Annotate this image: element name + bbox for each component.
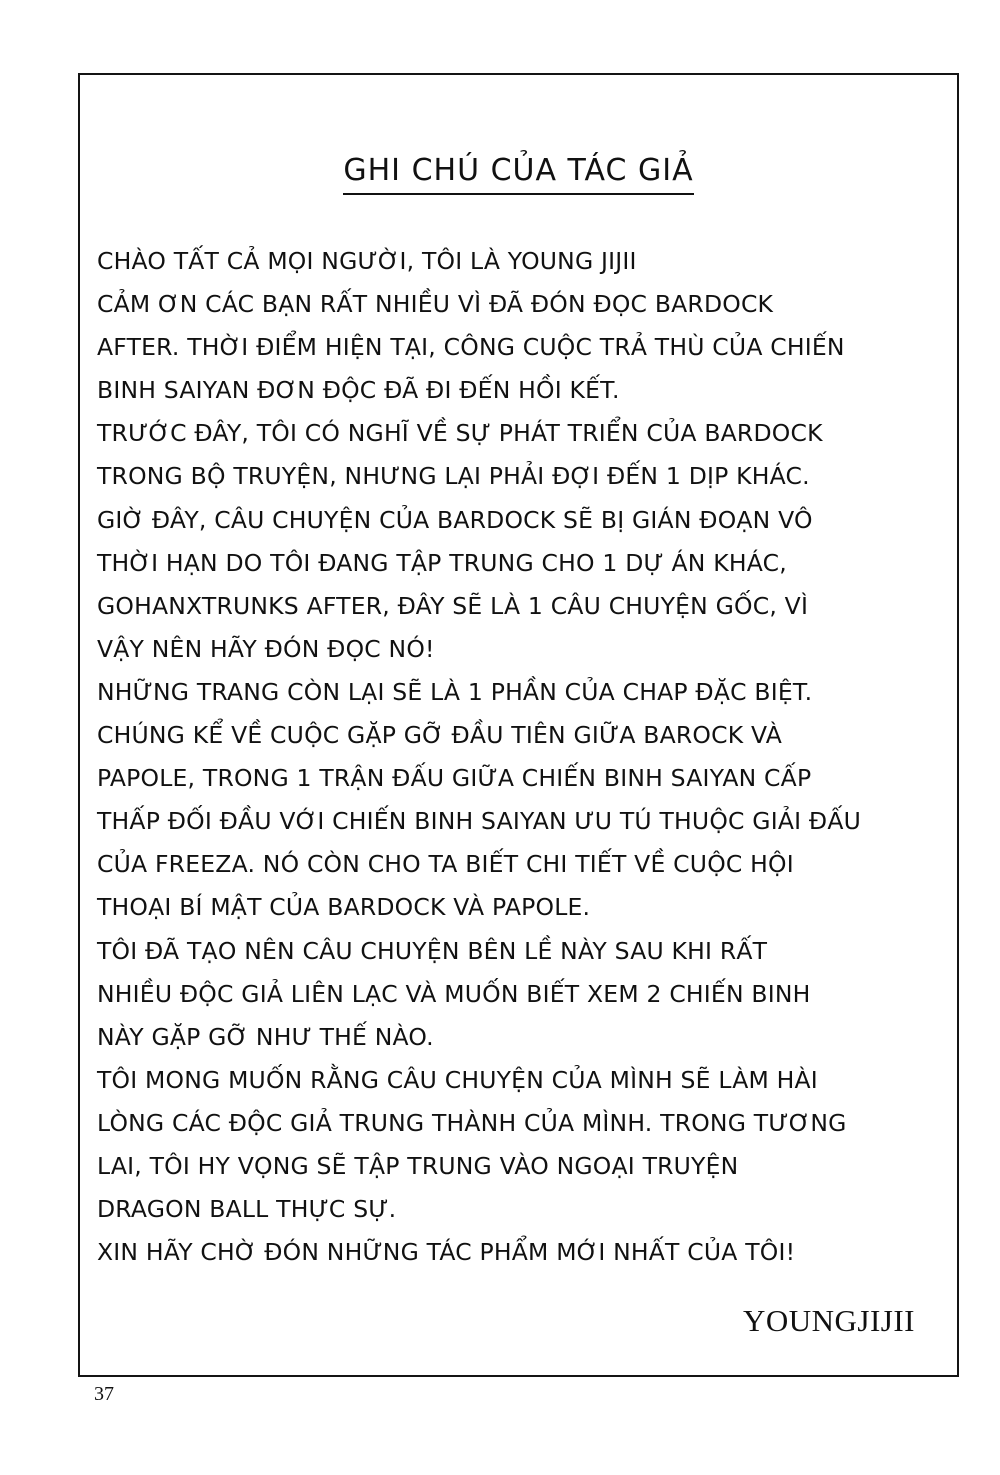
page-number: 37 (94, 1383, 114, 1405)
body-line: PAPOLE, TRONG 1 TRẬN ĐẤU GIỮA CHIẾN BINH SAIYAN CẤP (97, 764, 812, 793)
body-line: THỜI HẠN DO TÔI ĐANG TẬP TRUNG CHO 1 DỰ ÁN KHÁC, (97, 548, 787, 577)
body-line: TÔI MONG MUỐN RẰNG CÂU CHUYỆN CỦA MÌNH SẼ LÀM HÀI (97, 1065, 818, 1094)
body-line: CẢM ƠN CÁC BẠN RẤT NHIỀU VÌ ĐÃ ĐÓN ĐỌC BARDOCK (97, 290, 774, 319)
page-title-text: GHI CHÚ CỦA TÁC GIẢ (343, 153, 693, 195)
body-line: LÒNG CÁC ĐỘC GIẢ TRUNG THÀNH CỦA MÌNH. TRONG TƯƠNG (97, 1108, 847, 1137)
author-note-body (97, 240, 947, 1274)
body-line: THOẠI BÍ MẬT CỦA BARDOCK VÀ PAPOLE. (97, 893, 591, 922)
body-line: NÀY GẶP GỠ NHƯ THẾ NÀO. (97, 1022, 434, 1051)
body-line: DRAGON BALL THỰC SỰ. (97, 1195, 397, 1224)
body-line: LAI, TÔI HY VỌNG SẼ TẬP TRUNG VÀO NGOẠI TRUYỆN (97, 1151, 739, 1180)
page-title (80, 153, 957, 195)
body-line: CỦA FREEZA. NÓ CÒN CHO TA BIẾT CHI TIẾT VỀ CUỘC HỘI (97, 850, 794, 879)
body-line: CHÀO TẤT CẢ MỌI NGƯỜI, TÔI LÀ YOUNG JIJII (97, 247, 637, 275)
author-note-frame (78, 73, 959, 1377)
body-line: VẬY NÊN HÃY ĐÓN ĐỌC NÓ! (97, 634, 435, 663)
body-line: GIỜ ĐÂY, CÂU CHUYỆN CỦA BARDOCK SẼ BỊ GIÁN ĐOẠN VÔ (97, 505, 813, 534)
body-line: TRONG BỘ TRUYỆN, NHƯNG LẠI PHẢI ĐỢI ĐẾN 1 DỊP KHÁC. (97, 462, 810, 491)
body-line: GOHANXTRUNKS AFTER, ĐÂY SẼ LÀ 1 CÂU CHUYỆN GỐC, VÌ (97, 591, 809, 620)
body-line: TÔI ĐÃ TẠO NÊN CÂU CHUYỆN BÊN LỀ NÀY SAU KHI RẤT (97, 936, 768, 965)
body-line: AFTER. THỜI ĐIỂM HIỆN TẠI, CÔNG CUỘC TRẢ THÙ CỦA CHIẾN (97, 333, 845, 362)
body-line: CHÚNG KỂ VỀ CUỘC GẶP GỠ ĐẦU TIÊN GIỮA BAROCK VÀ (97, 721, 783, 750)
body-line: XIN HÃY CHỜ ĐÓN NHỮNG TÁC PHẨM MỚI NHẤT CỦA TÔI! (97, 1238, 796, 1267)
author-signature: YOUNGJIJII (742, 1303, 915, 1338)
body-line: BINH SAIYAN ĐƠN ĐỘC ĐÃ ĐI ĐẾN HỒI KẾT. (97, 376, 620, 405)
body-line: TRƯỚC ĐÂY, TÔI CÓ NGHĨ VỀ SỰ PHÁT TRIỂN CỦA BARDOCK (97, 419, 823, 448)
body-line: THẤP ĐỐI ĐẦU VỚI CHIẾN BINH SAIYAN ƯU TÚ THUỘC GIẢI ĐẤU (97, 807, 861, 836)
body-line: NHIỀU ĐỘC GIẢ LIÊN LẠC VÀ MUỐN BIẾT XEM 2 CHIẾN BINH (97, 979, 811, 1008)
body-line: NHỮNG TRANG CÒN LẠI SẼ LÀ 1 PHẦN CỦA CHAP ĐẶC BIỆT. (97, 677, 813, 706)
